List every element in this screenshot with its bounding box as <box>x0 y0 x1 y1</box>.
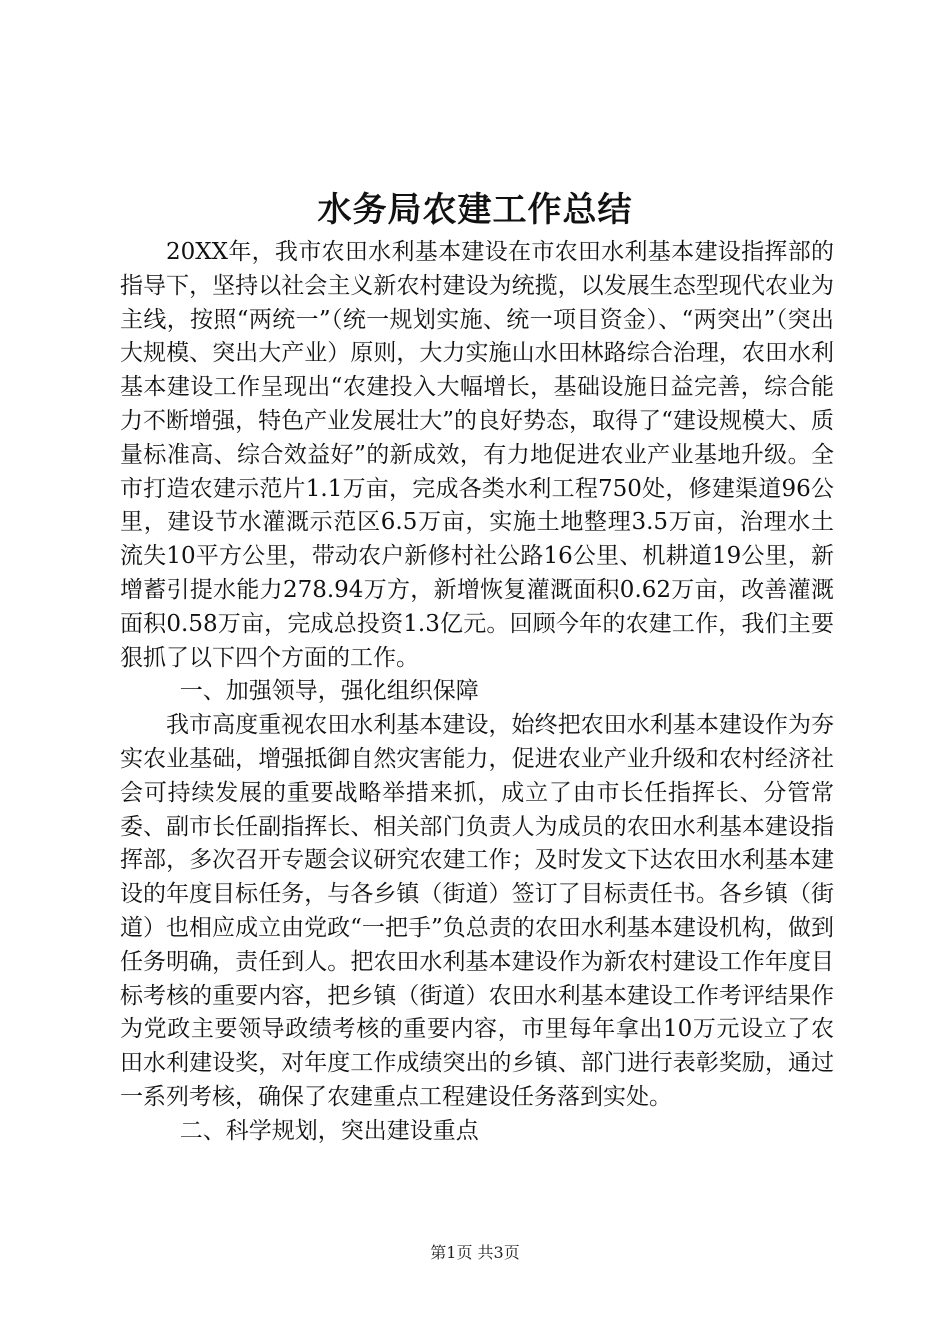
intro-paragraph: 20XX年，我市农田水利基本建设在市农田水利基本建设指挥部的指导下，坚持以社会主义新农村建设为统揽，以发展生态型现代农业为主线，按照“两统一”（统一规划实施、统一项目资金）、“两突出”（突出大规模、突出大产业）原则，大力实施山水田林路综合治理，农田水利基本建设工作呈现出“农建投入大幅增长，基础设施日益完善，综合能力不断增强，特色产业发展壮大”的良好势态，取得了“建设规模大、质量标准高、综合效益好”的新成效，有力地促进农业产业基地升级。全市打造农建示范片1.1万亩，完成各类水利工程750处，修建渠道96公里，建设节水灌溉示范区6.5万亩，实施土地整理3.5万亩，治理水土流失10平方公里，带动农户新修村社公路16公里、机耕道19公里，新增蓄引提水能力278.94万方，新增恢复灌溉面积0.62万亩，改善灌溉面积0.58万亩，完成总投资1.3亿元。回顾今年的农建工作，我们主要狠抓了以下四个方面的工作。 <box>120 239 834 671</box>
section-heading-2: 二、科学规划，突出建设重点 <box>179 1117 479 1144</box>
document-body <box>120 236 834 1149</box>
section-heading-1: 一、加强领导，强化组织保障 <box>179 678 479 705</box>
section-1-paragraph: 我市高度重视农田水利基本建设，始终把农田水利基本建设作为夯实农业基础，增强抵御自然灾害能力，促进农业产业升级和农村经济社会可持续发展的重要战略举措来抓，成立了由市长任指挥长、分管常委、副市长任副指挥长、相关部门负责人为成员的农田水利基本建设指挥部，多次召开专题会议研究农建工作；及时发文下达农田水利基本建设的年度目标任务，与各乡镇（街道）签订了目标责任书。各乡镇（街道）也相应成立由党政“一把手”负总责的农田水利基本建设机构，做到任务明确，责任到人。把农田水利基本建设作为新农村建设工作年度目标考核的重要内容，把乡镇（街道）农田水利基本建设工作考评结果作为党政主要领导政绩考核的重要内容，市里每年拿出10万元设立了农田水利建设奖，对年度工作成绩突出的乡镇、部门进行表彰奖励，通过一系列考核，确保了农建重点工程建设任务落到实处。 <box>120 712 834 1110</box>
page-footer: 第1页 共3页 <box>430 1243 520 1262</box>
document-title: 水务局农建工作总结 <box>317 190 633 230</box>
